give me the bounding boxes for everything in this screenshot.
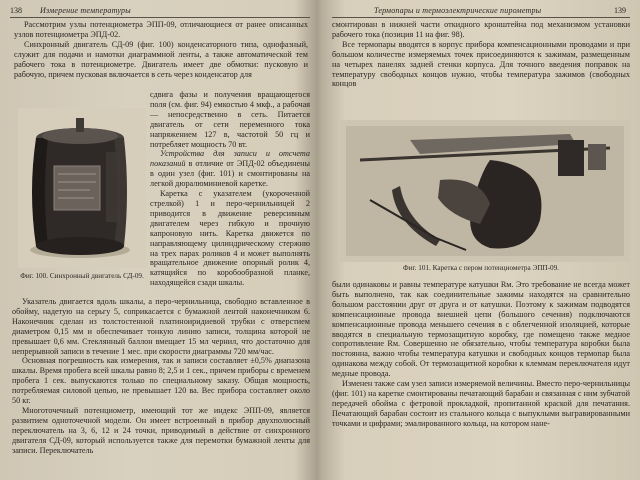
left-page-number: 138 [10, 6, 22, 15]
mechanism-heading: Устройства для записи и отсчета показаний [150, 149, 310, 169]
paragraph: Синхронный двигатель СД-09 (фиг. 100) конденсаторного типа, однофазный, служит для подачи и намотки диаграммной ленты, а также автоматической тем рабочего тока в потенциометре. Двигатель имеет две обмотки: пусковую и рабочую, причем пусковая включается в сеть через конденсатор для [14, 39, 308, 79]
paragraph: Многоточечный потенциометр, имеющий тот же индекс ЭПП-09, является развитием одноточечной модели. Он имеет встроенный в прибор двухполюсный переключатель на 3, 6, 12 и 24 точки, приводимый в действие от синхронного двигателя СД-09, который используется также для перемотки бумажной ленты для записи. Переключатель [12, 405, 310, 455]
paragraph: Рассмотрим узлы потенциометра ЭПП-09, отличающиеся от ранее описанных узлов потенциометра ЭПД-02. [14, 20, 308, 39]
paragraph: сдвига фазы и получения вращающегося поля (см. фиг. 94) емкостью 4 мкф., а рабочая — непосредственно в сеть. Питается двигатель от сети переменного тока напряжением 127 в, частотой 50 гц и потребляет мощность 70 вт. [150, 90, 310, 149]
right-page-number: 139 [614, 6, 626, 15]
right-header-rule [332, 17, 630, 18]
paragraph: Указатель двигается вдоль шкалы, а перо-чернильница, свободно вставленное в обойму, надетую на серьгу 5, соприкасается с бумажной лентой наконечником 6. Наконечник сделан из толстостенной платиноиридиевой трубки с отверстием диаметром 0,15 мм и обеспечивает тонкую линию записи, толщина которой не превышает 0,6 мм. Стеклянный баллон вмещает 15 мл чернил, что достаточно для непрерывной записи в течение 1 мес. при скорости диаграммы 720 мм/час. [12, 297, 310, 356]
figure-101-caption: Фиг. 101. Каретка с пером потенциометра ЭПП-09. [403, 264, 559, 272]
left-page [0, 0, 318, 480]
right-bottom-text [332, 280, 630, 480]
left-running-head: Измерение температуры [40, 6, 131, 15]
paragraph: Каретка с указателем (укороченной стрелкой) 1 и перо-чернильницей 2 приводится в движение реверсивным двигателем через гибкую и прочную капроновую нить. Каретка движется по направляющему цилиндрическому стержню на трех парах роликов 4 и может выполнять вращательное движение опорный ролик 4, катящийся по коробообразной планке, находящейся сзади шкалы. [150, 189, 310, 288]
mechanism-paragraph [150, 149, 310, 189]
right-intro-text [332, 20, 630, 120]
right-running-head: Термопары и термоэлектрические пирометры [374, 6, 542, 15]
left-header-rule [10, 17, 310, 18]
paragraph: Все термопары вводятся в корпус прибора компенсационными проводами и при большом количестве измеряемых точек присоединяются к зажимам, размещенным на четырех панелях задней стенки корпуса. Для точного введения поправок на температуру свободных концов нужно, чтобы температура зажимов (свободных концов [332, 39, 630, 89]
paragraph: Основная погрешность как измерения, так и записи составляет ±0,5% диапазона шкалы. Время пробега всей шкалы равно 8; 2,5 и 1 сек., причем приборы с временем пробега 1 сек. выпускаются только по специальному заказу. Общая мощность, потребляемая силовой цепью, не превышает 120 ва. Вес прибора составляет около 50 кг. [12, 356, 310, 406]
paragraph: смонтирован в нижней части откидного кронштейна под механизмом установки рабочего тока (позиция 11 на фиг. 98). [332, 20, 630, 39]
synchronous-motor-photo [18, 108, 146, 268]
pen-carriage-photo [340, 120, 630, 262]
pen-carriage-illustration [340, 120, 630, 262]
mechanism-body: в отличие от ЭПД-02 объединены в один узел (фиг. 101) и смонтированы на легкой дюралюминиевой каретке. [150, 159, 310, 189]
left-bottom-text [12, 297, 310, 480]
synchronous-motor-illustration [18, 108, 146, 268]
left-column-text [150, 90, 310, 288]
paragraph: Изменен также сам узел записи измеряемой величины. Вместо перо-чернильницы (фиг. 101) на каретке смонтированы печатающий барабан и связанная с ним зубчатой передачей обойма с фетровой прокладкой, пропитанной краской для печатания. Печатающий барабан состоит из стального кольца с выпуклыми выгравированными точками и цифрами; эмалированного кольца, на котором нане- [332, 379, 630, 428]
right-page [322, 0, 640, 480]
paragraph: были одинаковы и равны температуре катушки Rм. Это требование не всегда может быть выполнено, так как соединительные зажимы находятся на сравнительно большом расстоянии друг от друга и от катушки. Поэтому к зажимам подводятся компенсационные провода внешней цепи (большого сечения) подключаются компенсационные провода меньшего сечения в с облегченной изоляцией, которые вводятся в специальную термозащитную коробку, где помещено также медное сопротивление Rм. Совершенно не обязательно, чтобы температура коробки была постоянна, важно чтобы температура катушки и свободных концов термопар была одинакова между собой. От термозащитной коробки к клеммам переключателя идут медные провода. [332, 280, 630, 379]
figure-100-caption: Фиг. 100. Синхронный двигатель СД-09. [20, 272, 144, 280]
